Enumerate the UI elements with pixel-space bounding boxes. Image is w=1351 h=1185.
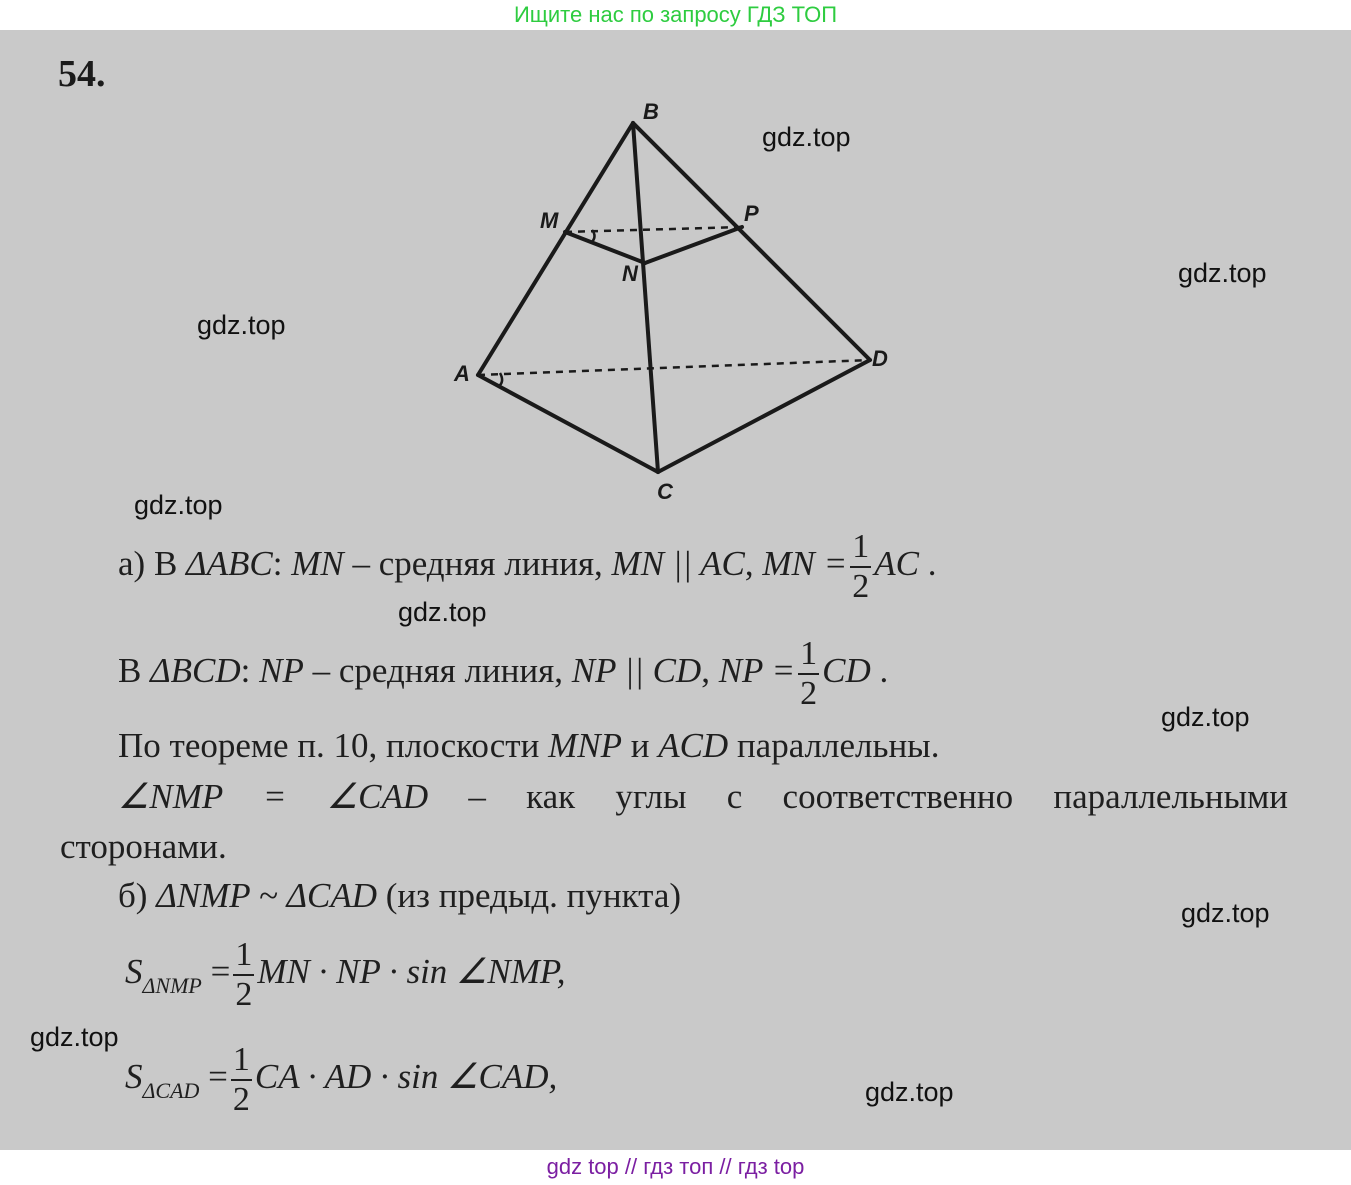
text-line-f: б) ΔNMP ~ ΔCAD (из предыд. пункта) bbox=[118, 876, 682, 915]
watermark: gdz.top bbox=[1181, 898, 1270, 928]
text-line-d: ∠NMP = ∠CAD – как углы с соответственно параллельными bbox=[118, 777, 1289, 816]
fraction-half: $\frac{1}{2}$ bbox=[852, 528, 870, 605]
fraction-half: $\frac{1}{2}$ bbox=[235, 936, 253, 1013]
watermark: gdz.top bbox=[1178, 258, 1267, 288]
label-c: C bbox=[657, 479, 673, 504]
scanned-page bbox=[0, 30, 1351, 1150]
watermark: gdz.top bbox=[398, 597, 487, 627]
segment-np bbox=[645, 227, 742, 263]
fraction-half: $\frac{1}{2}$ bbox=[800, 635, 818, 712]
label-b: B bbox=[643, 99, 659, 124]
watermark: gdz.top bbox=[762, 122, 851, 152]
text-line-c: По теореме п. 10, плоскости MNP и ACD параллельны. bbox=[118, 726, 940, 765]
label-p: P bbox=[744, 201, 759, 226]
angle-mark-a bbox=[498, 373, 502, 387]
label-d: D bbox=[872, 346, 888, 371]
text-line-e: сторонами. bbox=[60, 827, 227, 866]
formula-s-nmp: $S_{\Delta NMP}$ = $\frac{1}{2}$ MN · NP · sin ∠NMP, bbox=[125, 936, 566, 1013]
edge-bd bbox=[633, 123, 870, 360]
segment-mn bbox=[565, 232, 645, 263]
watermark: gdz.top bbox=[134, 490, 223, 520]
watermark: gdz.top bbox=[865, 1077, 954, 1107]
edge-bc bbox=[633, 123, 658, 472]
watermark: gdz.top bbox=[197, 310, 286, 340]
text-line-b: В ΔBCD: NP – средняя линия, NP || CD, NP = $\frac{1}{2}$ CD . bbox=[118, 635, 889, 712]
formula-s-cad: $S_{\Delta CAD}$ = $\frac{1}{2}$ CA · AD · sin ∠CAD, bbox=[125, 1041, 558, 1118]
top-banner: Ищите нас по запросу ГДЗ ТОП bbox=[0, 0, 1351, 30]
hidden-edge-ad bbox=[478, 360, 870, 375]
watermark: gdz.top bbox=[1161, 702, 1250, 732]
label-n: N bbox=[622, 261, 638, 286]
label-a: A bbox=[454, 361, 470, 386]
text-line-a: а) В ΔABC: MN – средняя линия, MN || AC, MN = $\frac{1}{2}$ AC . bbox=[118, 528, 937, 605]
angle-mark-m bbox=[592, 230, 595, 242]
edge-cd bbox=[658, 360, 870, 472]
edge-ac bbox=[478, 375, 658, 472]
label-m: M bbox=[540, 208, 559, 233]
problem-number: 54. bbox=[58, 53, 106, 95]
watermark: gdz.top bbox=[30, 1022, 119, 1052]
fraction-half: $\frac{1}{2}$ bbox=[232, 1041, 250, 1118]
bottom-banner: gdz top // гдз топ // гдз top bbox=[0, 1150, 1351, 1185]
